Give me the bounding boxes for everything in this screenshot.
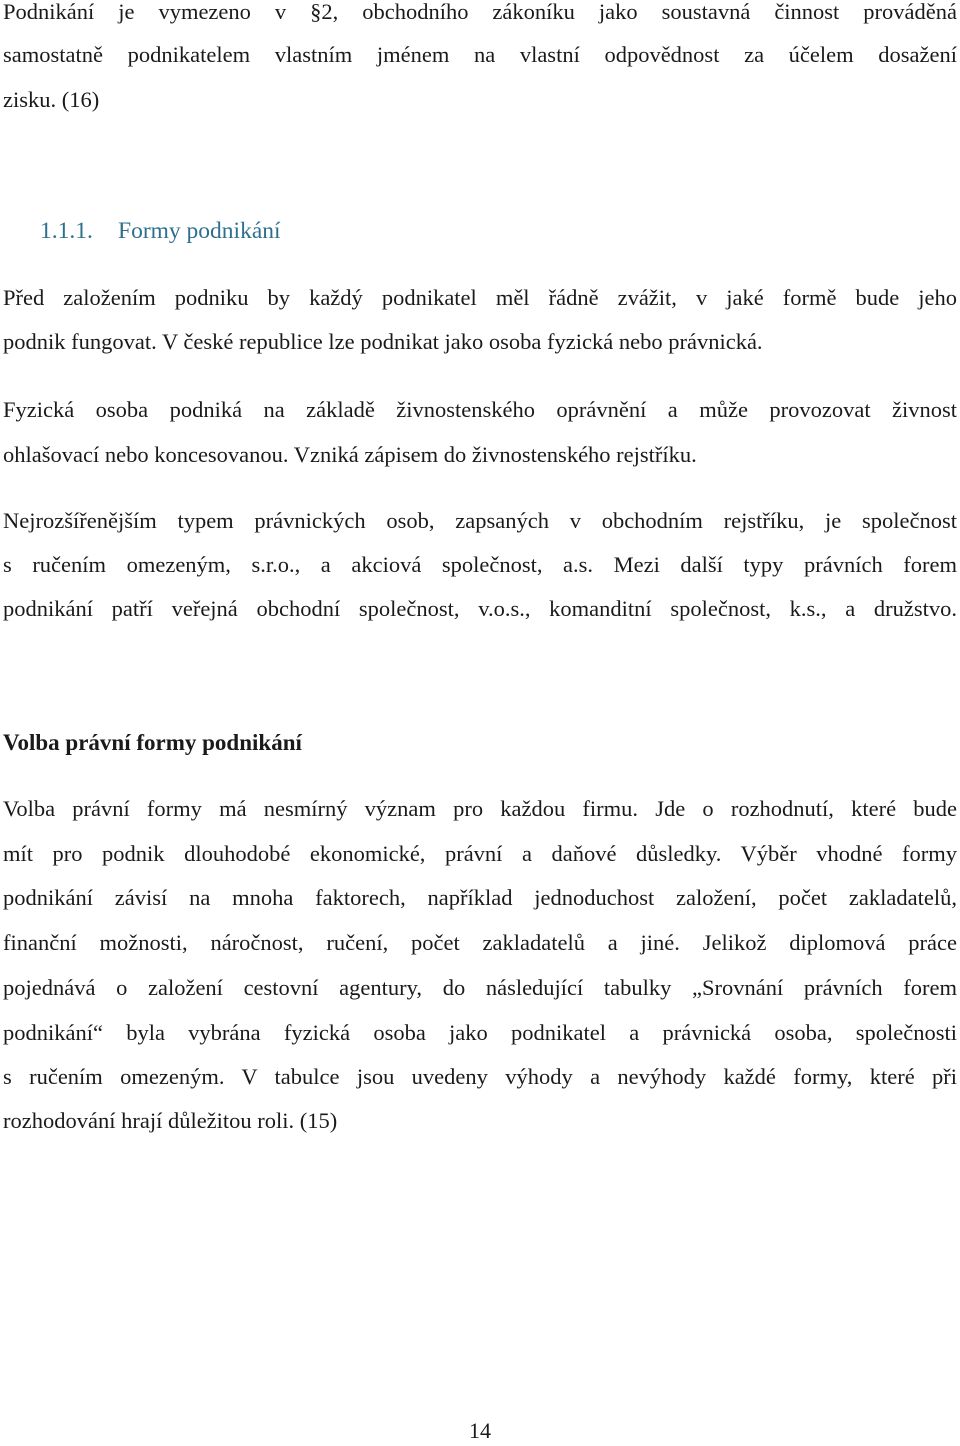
paragraph-line: finanční možnosti, náročnost, ručení, počet zakladatelů a jiné. Jelikož diplomová práce [3,930,957,955]
paragraph-line: pojednává o založení cestovní agentury, do následující tabulky „Srovnání právních forem [3,975,957,1000]
paragraph-line: Nejrozšířenějším typem právnických osob, zapsaných v obchodním rejstříku, je společnost [3,508,957,533]
paragraph-line: rozhodování hrají důležitou roli. (15) [3,1108,338,1133]
section-heading [40,216,281,246]
paragraph-line: Fyzická osoba podniká na základě živnostenského oprávnění a může provozovat živnost [3,397,957,422]
paragraph-line: Volba právní formy má nesmírný význam pro každou firmu. Jde o rozhodnutí, které bude [3,796,957,821]
section-title: Formy podnikání [118,218,281,244]
subheading: Volba právní formy podnikání [3,730,302,755]
paragraph-line: podnikání“ byla vybrána fyzická osoba jako podnikatel a právnická osoba, společnosti [3,1020,957,1045]
paragraph-line: Podnikání je vymezeno v §2, obchodního zákoníku jako soustavná činnost prováděná [3,0,957,24]
paragraph-line: ohlašovací nebo koncesovanou. Vzniká zápisem do živnostenského rejstříku. [3,442,697,467]
paragraph-line: podnik fungovat. V české republice lze podnikat jako osoba fyzická nebo právnická. [3,329,763,354]
paragraph-line: s ručením omezeným. V tabulce jsou uvedeny výhody a nevýhody každé formy, které při [3,1064,957,1089]
paragraph-line: zisku. (16) [3,87,100,112]
paragraph-line: podnikání patří veřejná obchodní společnost, v.o.s., komanditní společnost, k.s., a družstvo. [3,596,957,621]
paragraph-line: samostatně podnikatelem vlastním jménem na vlastní odpovědnost za účelem dosažení [3,42,957,67]
paragraph-line: s ručením omezeným, s.r.o., a akciová společnost, a.s. Mezi další typy právních forem [3,552,957,577]
paragraph-line: Před založením podniku by každý podnikatel měl řádně zvážit, v jaké formě bude jeho [3,285,957,310]
section-number: 1.1.1. [40,218,93,244]
paragraph-line: mít pro podnik dlouhodobé ekonomické, právní a daňové důsledky. Výběr vhodné formy [3,841,957,866]
page-number: 14 [469,1418,491,1443]
paragraph-line: podnikání závisí na mnoha faktorech, například jednoduchost založení, počet zakladatelů, [3,885,957,910]
